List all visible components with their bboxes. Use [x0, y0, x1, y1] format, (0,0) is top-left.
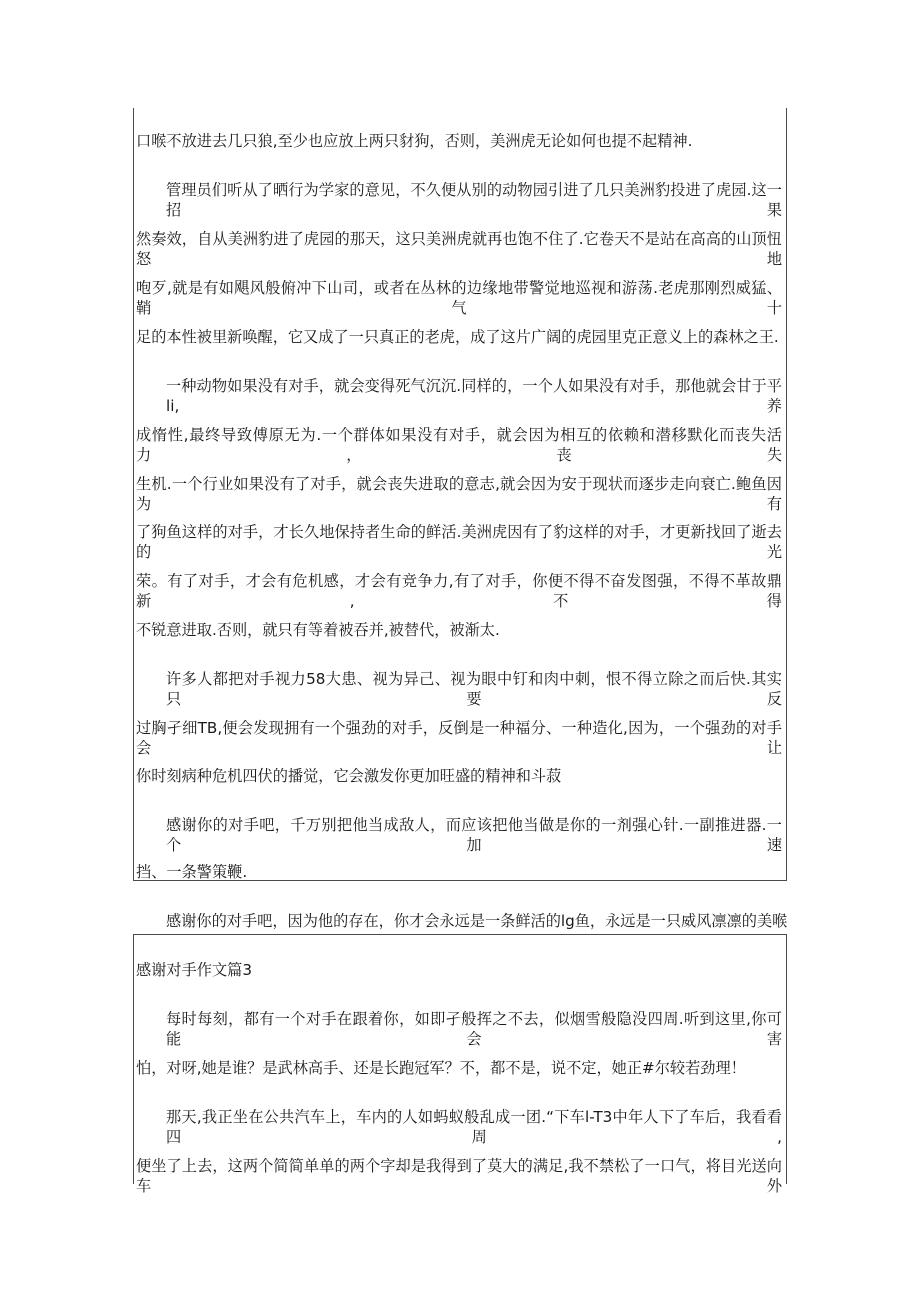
text-line: 荣。有了对手，才会有危机感，才会有竞争力,有了对手，你便不得不奋发图强，不得不革故鼎新,不得 — [136, 572, 782, 610]
text-line: 口喉不放进去几只狼,至少也应放上两只豺狗，否则，美洲虎无论如何也提不起精神. — [136, 132, 693, 150]
section-heading: 感谢对手作文篇3 — [136, 961, 252, 979]
text-line: 那天,我正坐在公共汽车上，车内的人如蚂蚁般乱成一团.“下车l-T3中年人下了车后，我看看四周, — [166, 1108, 782, 1146]
text-line: 挡、一条警策鞭. — [136, 863, 248, 881]
text-line: 许多人都把对手视力58大患、视为异己、视为眼中钉和肉中刺，恨不得立除之而后快.其实只要反 — [166, 670, 782, 708]
text-line: 不锐意进取.否则，就只有等着被吞并,被替代，被渐太. — [136, 621, 500, 639]
text-line: 怕，对呀,她是谁？是武林高手、还是长跑冠军？不，都不是，说不定，她正#尔较若劲理！ — [136, 1059, 746, 1077]
text-line: 感谢你的对手吧，因为他的存在，你才会永远是一条鲜活的lg鱼，永远是一只威风凛凛的美喉 — [166, 912, 788, 930]
text-line: 然奏效，自从美洲豹进了虎园的那天，这只美洲虎就再也饱不住了.它卷天不是站在高高的山顶忸怒地 — [136, 230, 782, 268]
text-line: 便坐了上去，这两个简简单单的两个字却是我得到了莫大的满足,我不禁松了一口气，将目光送向车外 — [136, 1157, 782, 1195]
text-line: 每时每刻，都有一个对手在跟着你，如即孑般挥之不去，似烟雪般隐没四周.听到这里,你可能会害 — [166, 1010, 782, 1048]
text-line: 成惰性,最终导致傅原无为.一个群体如果没有对手，就会因为相互的依赖和潜移默化而丧失活力，丧失 — [136, 426, 782, 464]
text-line: 生机.一个行业如果没有了对手，就会丧失进取的意志,就会因为安于现状而逐步走向衰亡.鲍鱼因为有 — [136, 475, 782, 513]
text-line: 感谢你的对手吧，千万别把他当成敌人，而应该把他当做是你的一剂强心针.一副推进器.一个加速 — [166, 816, 782, 854]
text-line: 一种动物如果没有对手，就会变得死气沉沉.同样的，一个人如果没有对手，那他就会甘于平li,养 — [166, 377, 782, 415]
text-line: 你时刻病种危机四伏的播觉，它会激发你更加旺盛的精神和斗菽 — [136, 767, 562, 785]
text-line: 足的本性被里新唤醒，它又成了一只真正的老虎，成了这片广阔的虎园里克正意义上的森林之王. — [136, 328, 779, 346]
text-line: 过胸孑细TB,便会发现拥有一个强劲的对手，反倒是一种福分、一种造化,因为，一个强劲的对手会让 — [136, 719, 782, 757]
text-line: 管理员们听从了晒行为学家的意见，不久便从别的动物园引进了几只美洲豹投进了虎园.这一招果 — [166, 181, 782, 219]
text-line: 咆歹,就是有如飓风般俯冲下山司，或者在丛林的边缘地带警觉地巡视和游荡.老虎那刚烈威猛、鞘气十 — [136, 279, 782, 317]
text-line: 了狗鱼这样的对手，才长久地保持者生命的鲜活.美洲虎因有了豹这样的对手，才更新找回了逝去的光 — [136, 523, 782, 561]
